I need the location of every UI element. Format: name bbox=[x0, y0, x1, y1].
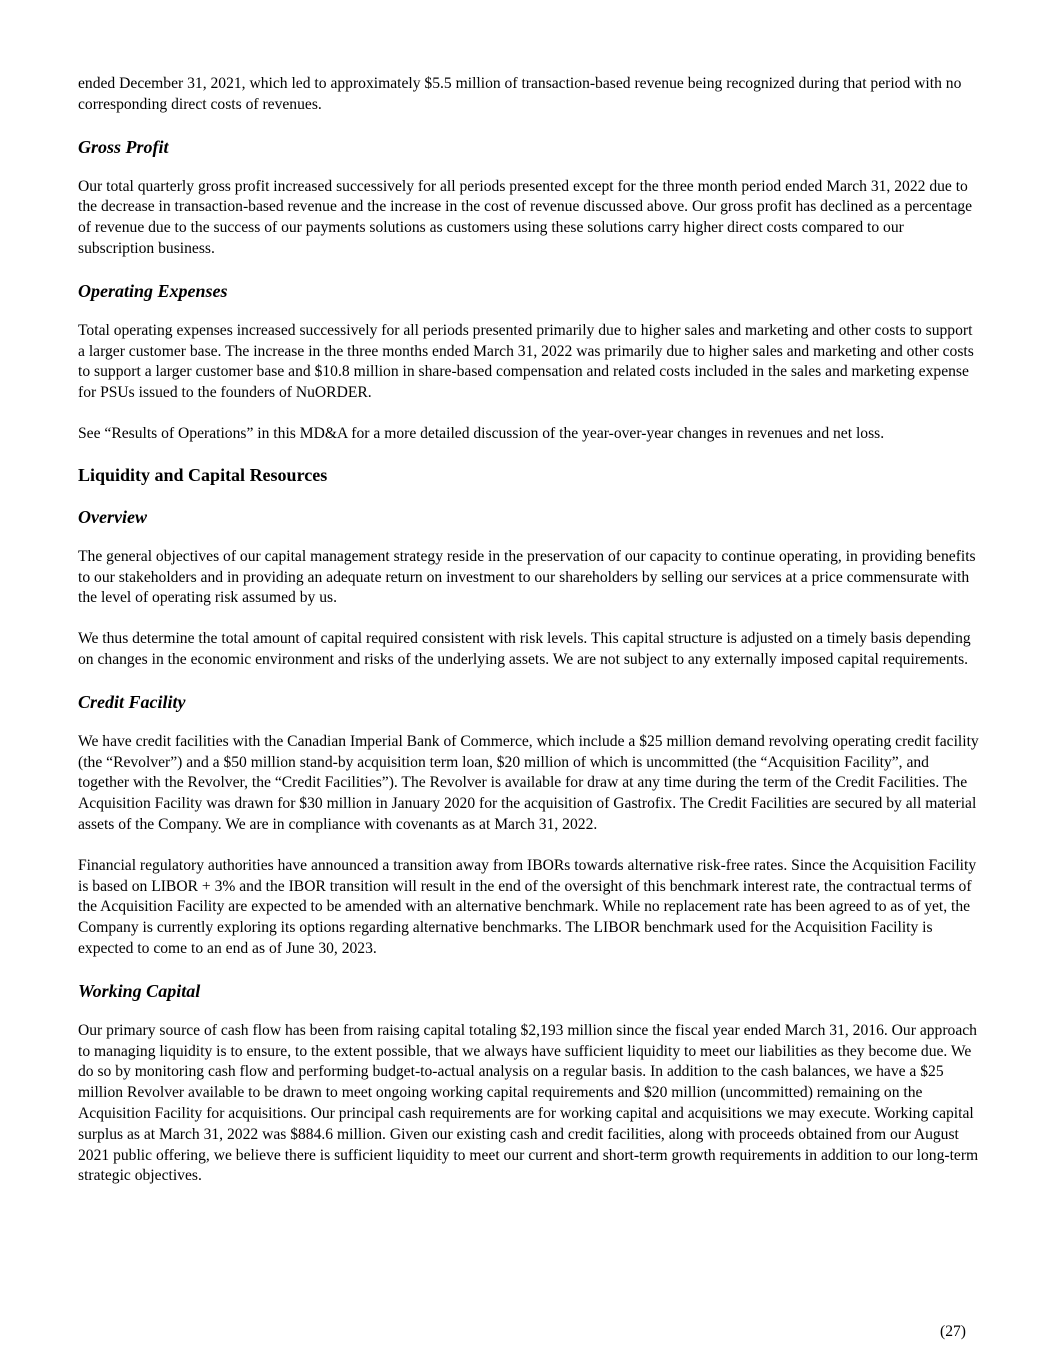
liquidity-heading: Liquidity and Capital Resources bbox=[78, 464, 328, 485]
working-capital-heading: Working Capital bbox=[78, 980, 201, 1001]
intro-paragraph: ended December 31, 2021, which led to approximately $5.5 million of transaction-based revenue being recognized during that period with no corresponding direct costs of revenues. bbox=[78, 75, 962, 113]
operating-expenses-paragraph: Total operating expenses increased successively for all periods presented primarily due to higher sales and marketing and other costs to support a larger customer base. The increase in the three months ended March 31, 2022 was primarily due to higher sales and marketing and other costs to support a larger customer base and $10.8 million in share-based compensation and related costs included in the sales and marketing expense for PSUs issued to the founders of NuORDER. bbox=[78, 321, 974, 402]
gross-profit-heading: Gross Profit bbox=[78, 136, 169, 157]
overview-paragraph-2: We thus determine the total amount of capital required consistent with risk levels. This capital structure is adjusted on a timely basis depending on changes in the economic environment and risks of the underlying assets. We are not subject to any externally imposed capital requirements. bbox=[78, 630, 971, 668]
overview-paragraph-1: The general objectives of our capital management strategy reside in the preservation of our capacity to continue operating, in providing benefits to our stakeholders and in providing an adequate return on investment to our shareholders by selling our services at a price commensurate with the level of operating risk assumed by us. bbox=[78, 547, 976, 607]
document-page bbox=[78, 74, 983, 1187]
gross-profit-paragraph: Our total quarterly gross profit increased successively for all periods presented except for the three month period ended March 31, 2022 due to the decrease in transaction-based revenue and the increase in the cost of revenue discussed above. Our gross profit has declined as a percentage of revenue due to the success of our payments solutions as customers using these solutions carry higher direct costs compared to our subscription business. bbox=[78, 177, 973, 257]
working-capital-paragraph: Our primary source of cash flow has been from raising capital totaling $2,193 million since the fiscal year ended March 31, 2016. Our approach to managing liquidity is to ensure, to the extent possible, that we always have sufficient liquidity to meet our liabilities as they become due. We do so by monitoring cash flow and performing budget-to-actual analysis on a regular basis. In addition to the cash balances, we have a $25 million Revolver available to be drawn to meet ongoing working capital requirements and $20 million (uncommitted) remaining on the Acquisition Facility for acquisitions. Our principal cash requirements are for working capital and acquisitions we may execute. Working capital surplus as at March 31, 2022 was $884.6 million. Given our existing cash and credit facilities, along with proceeds obtained from our August 2021 public offering, we believe there is sufficient liquidity to meet our current and short-term growth requirements in addition to our long-term strategic objectives. bbox=[78, 1021, 979, 1185]
overview-heading: Overview bbox=[78, 506, 147, 527]
operating-expenses-see-also: See “Results of Operations” in this MD&A for a more detailed discussion of the year-over-year changes in revenues and net loss. bbox=[78, 424, 885, 442]
page-number: (27) bbox=[940, 1323, 966, 1340]
credit-facility-paragraph-1: We have credit facilities with the Canadian Imperial Bank of Commerce, which include a $25 million demand revolving operating credit facility (the “Revolver”) and a $50 million stand-by acquisition term loan, $20 million of which is uncommitted (the “Acquisition Facility”, and together with the Revolver, the “Credit Facilities”). The Revolver is available for draw at any time during the term of the Credit Facilities. The Acquisition Facility was drawn for $30 million in January 2020 for the acquisition of Gastrofix. The Credit Facilities are secured by all material assets of the Company. We are in compliance with covenants as at March 31, 2022. bbox=[78, 732, 979, 833]
credit-facility-heading: Credit Facility bbox=[78, 691, 186, 712]
credit-facility-paragraph-2: Financial regulatory authorities have announced a transition away from IBORs towards alternative risk-free rates. Since the Acquisition Facility is based on LIBOR + 3% and the IBOR transition will result in the end of the oversight of this benchmark interest rate, the contractual terms of the Acquisition Facility are expected to be amended with an alternative benchmark. While no replacement rate has been agreed to as of yet, the Company is currently exploring its options regarding alternative benchmarks. The LIBOR benchmark used for the Acquisition Facility is expected to come to an end as of June 30, 2023. bbox=[78, 856, 977, 957]
operating-expenses-heading: Operating Expenses bbox=[78, 280, 228, 301]
